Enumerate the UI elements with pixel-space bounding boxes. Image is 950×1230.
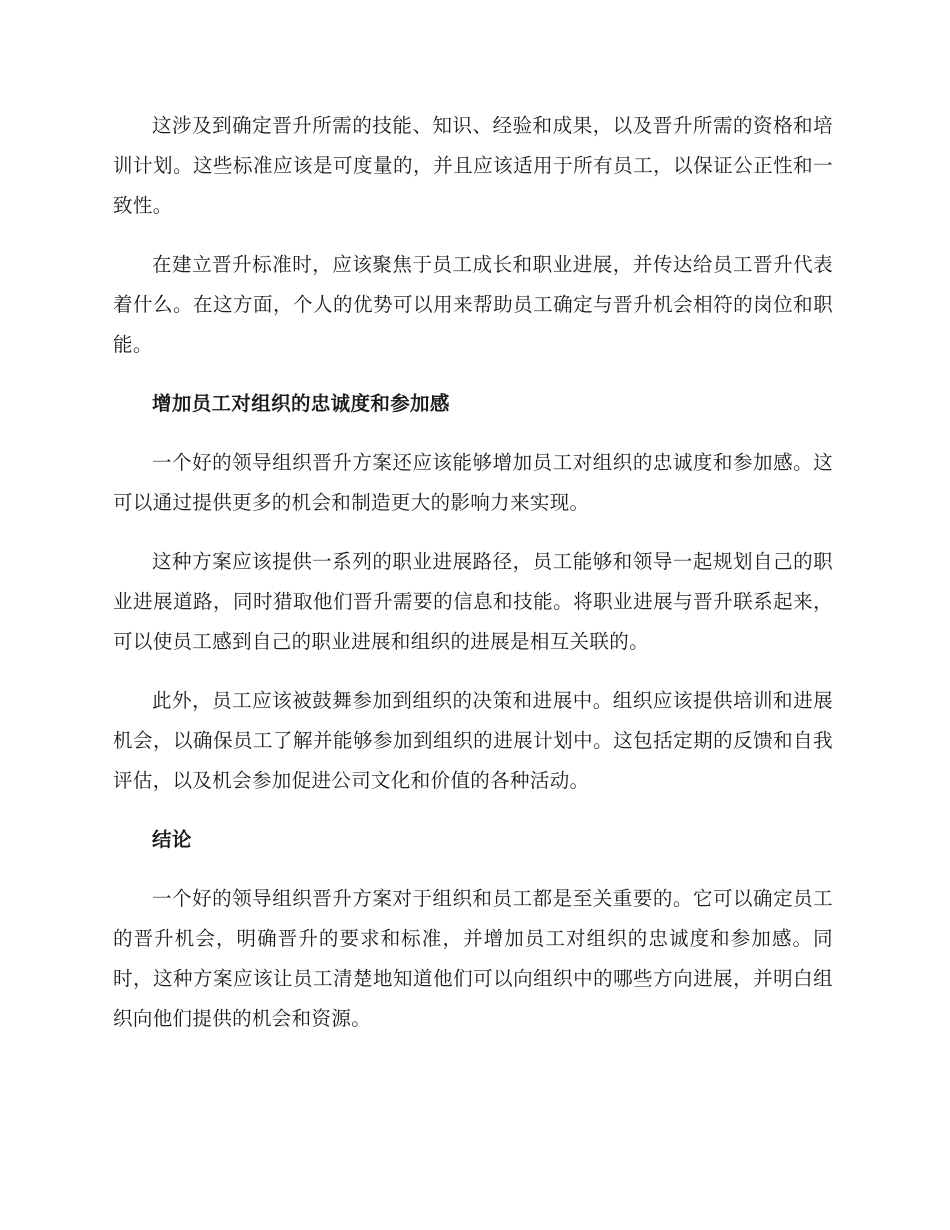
section-heading-conclusion: 结论 <box>152 828 192 851</box>
paragraph-loyalty-intro: 一个好的领导组织晋升方案还应该能够增加员工对组织的忠诚度和参加感。这可以通过提供更多的机会和制造更大的影响力来实现。 <box>113 451 833 514</box>
document-page <box>113 106 833 1058</box>
paragraph-participation: 此外，员工应该被鼓舞参加到组织的决策和进展中。组织应该提供培训和进展机会，以确保员工了解并能够参加到组织的进展计划中。这包括定期的反馈和自我评估，以及机会参加促进公司文化和价值的各种活动。 <box>113 689 833 792</box>
paragraph-establish-standards: 在建立晋升标准时，应该聚焦于员工成长和职业进展，并传达给员工晋升代表着什么。在这方面，个人的优势可以用来帮助员工确定与晋升机会相符的岗位和职能。 <box>113 253 833 356</box>
paragraph-career-paths: 这种方案应该提供一系列的职业进展路径，员工能够和领导一起规划自己的职业进展道路，同时猎取他们晋升需要的信息和技能。将职业进展与晋升联系起来，可以使员工感到自己的职业进展和组织的进展是相互关联的。 <box>113 550 833 653</box>
section-heading-loyalty: 增加员工对组织的忠诚度和参加感 <box>152 392 450 415</box>
paragraph-promotion-criteria: 这涉及到确定晋升所需的技能、知识、经验和成果，以及晋升所需的资格和培训计划。这些标准应该是可度量的，并且应该适用于所有员工，以保证公正性和一致性。 <box>113 114 833 217</box>
paragraph-conclusion: 一个好的领导组织晋升方案对于组织和员工都是至关重要的。它可以确定员工的晋升机会，明确晋升的要求和标准，并增加员工对组织的忠诚度和参加感。同时，这种方案应该让员工清楚地知道他们可以向组织中的哪些方向进展，并明白组织向他们提供的机会和资源。 <box>113 887 833 1030</box>
